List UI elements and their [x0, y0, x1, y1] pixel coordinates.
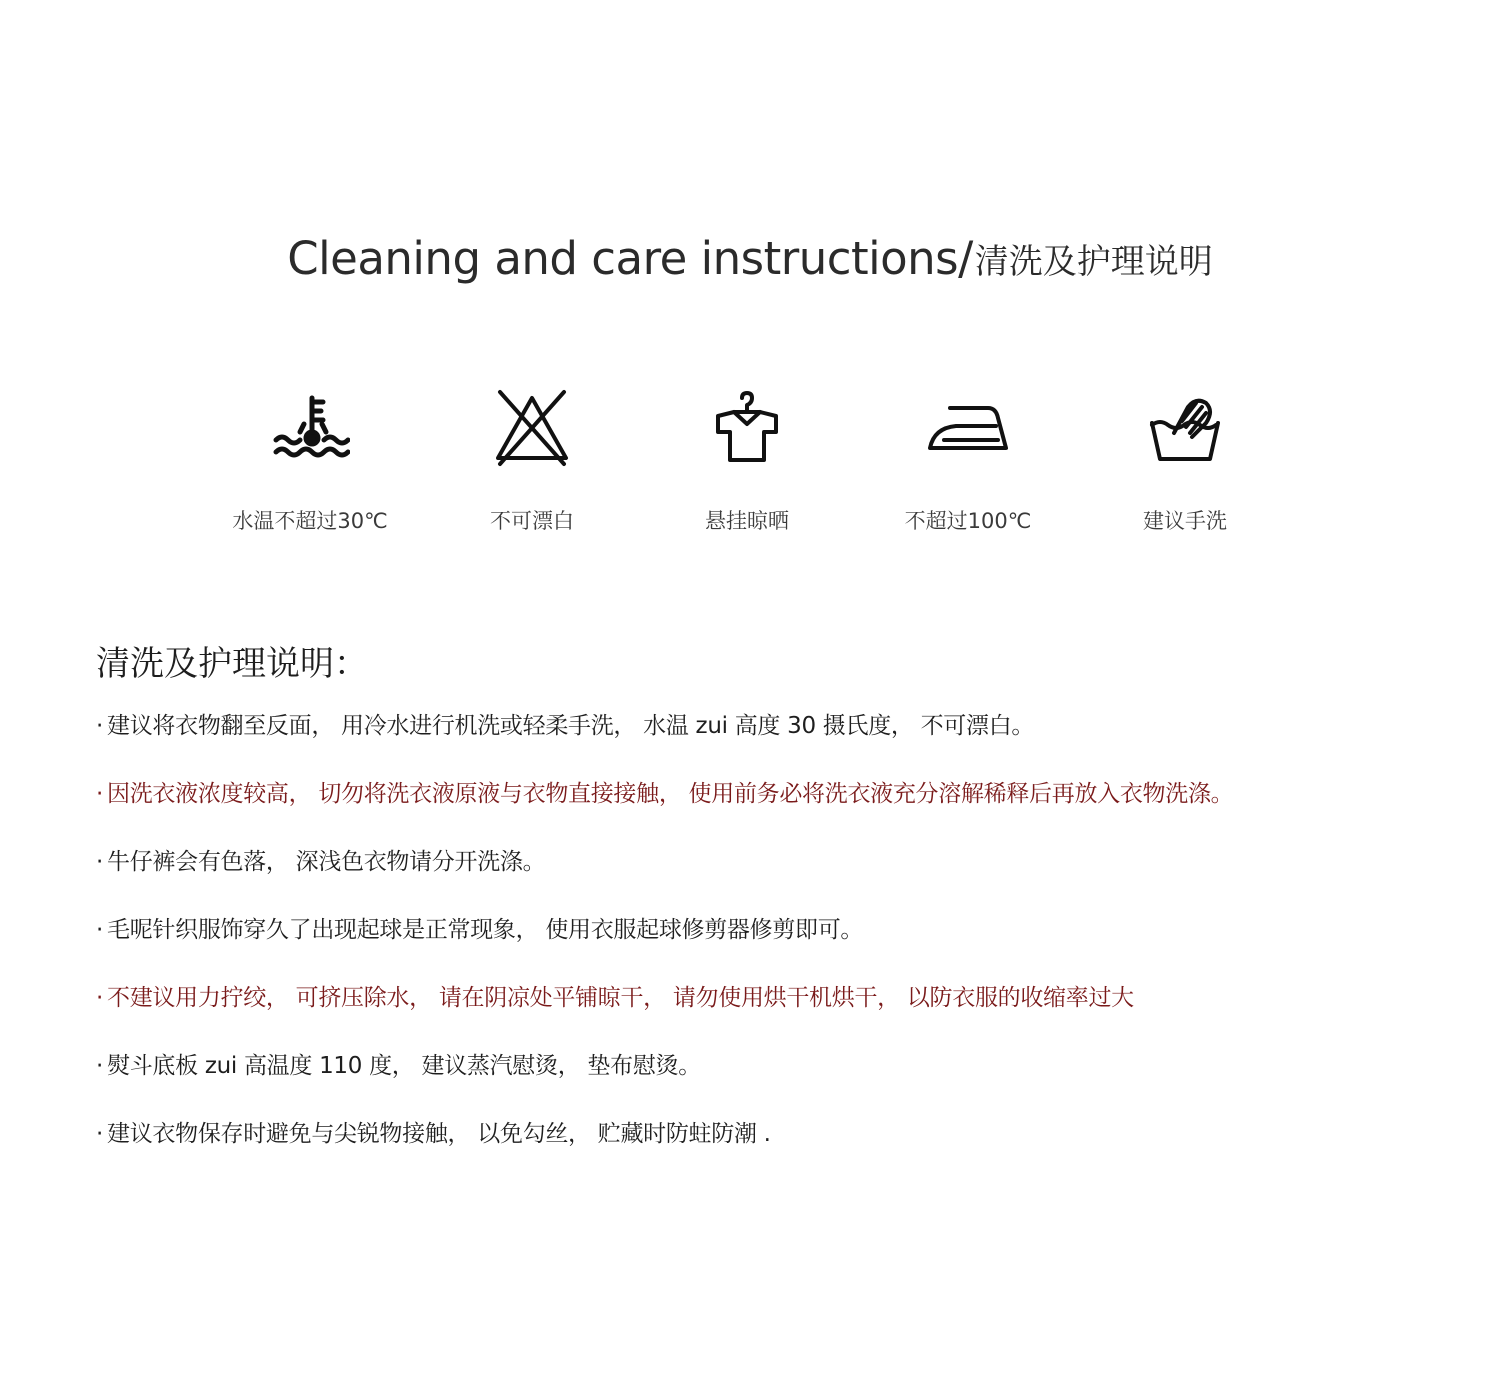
bullet: ·: [96, 985, 104, 1011]
instruction-item: [96, 1117, 1486, 1151]
care-symbol-iron: [863, 383, 1073, 543]
care-label-water-temperature: 水温不超过30℃: [232, 509, 388, 533]
bullet: ·: [96, 1053, 104, 1079]
instruction-text: 建议将衣物翻至反面， 用冷水进行机洗或轻柔手洗， 水温 zui 高度 30 摄氏度， 不可漂白。: [107, 713, 1035, 739]
instruction-text: 牛仔裤会有色落， 深浅色衣物请分开洗涤。: [107, 849, 546, 875]
instruction-item: [96, 913, 1486, 947]
care-label-hand-wash: 建议手洗: [1143, 509, 1227, 533]
care-label-no-bleach: 不可漂白: [490, 509, 574, 533]
care-symbol-hang-dry: [642, 383, 852, 543]
care-symbol-hand-wash: [1080, 383, 1290, 543]
page-title-english: Cleaning and care instructions/: [287, 232, 973, 285]
water-temperature-icon: [270, 392, 350, 464]
care-symbol-no-bleach: [427, 383, 637, 543]
page-title-chinese: 清洗及护理说明: [974, 242, 1213, 282]
bullet: ·: [96, 1121, 104, 1147]
instruction-item-warning: [96, 777, 1486, 811]
care-symbols-row: [205, 383, 1305, 543]
hang-dry-icon: [712, 390, 782, 466]
instruction-text: 因洗衣液浓度较高， 切勿将洗衣液原液与衣物直接接触， 使用前务必将洗衣液充分溶解稀释后再放入衣物洗涤。: [107, 781, 1234, 807]
care-label-hang-dry: 悬挂晾晒: [705, 509, 789, 533]
care-label-iron: 不超过100℃: [904, 509, 1032, 533]
instruction-item-warning: [96, 981, 1486, 1015]
instruction-text: 建议衣物保存时避免与尖锐物接触， 以免勾丝， 贮藏时防蛀防潮 .: [107, 1121, 771, 1147]
instruction-text: 熨斗底板 zui 高温度 110 度， 建议蒸汽慰烫， 垫布慰烫。: [107, 1053, 701, 1079]
instructions-heading: 清洗及护理说明：: [96, 644, 368, 684]
bullet: ·: [96, 781, 104, 807]
bullet: ·: [96, 713, 104, 739]
hand-wash-icon: [1148, 393, 1222, 463]
no-bleach-icon: [492, 388, 572, 468]
care-symbol-water-temperature: [205, 383, 415, 543]
instructions-section: [96, 636, 1486, 1185]
bullet: ·: [96, 917, 104, 943]
bullet: ·: [96, 849, 104, 875]
instruction-item: [96, 1049, 1486, 1083]
instruction-list: [96, 709, 1486, 1151]
instruction-item: [96, 709, 1486, 743]
instruction-item: [96, 845, 1486, 879]
iron-icon: [926, 400, 1010, 456]
page-title: [0, 232, 1500, 285]
instruction-text: 不建议用力拧绞， 可挤压除水， 请在阴凉处平铺晾干， 请勿使用烘干机烘干， 以防衣服的收缩率过大: [107, 985, 1134, 1011]
instruction-text: 毛呢针织服饰穿久了出现起球是正常现象， 使用衣服起球修剪器修剪即可。: [107, 917, 864, 943]
